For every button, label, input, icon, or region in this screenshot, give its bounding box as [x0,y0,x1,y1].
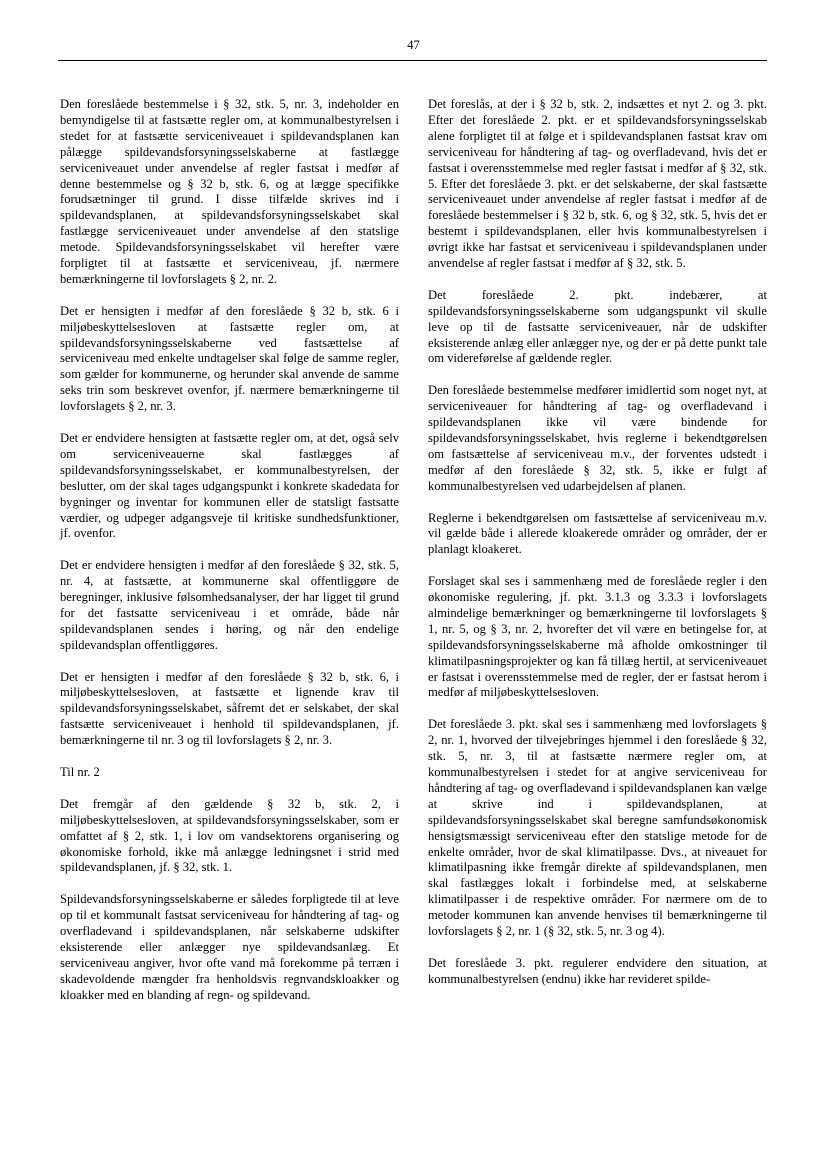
paragraph: Det er hensigten i medfør af den foreslåede § 32 b, stk. 6, i miljøbeskyttelsesloven, at fastsætte et lignende krav til spildevandsforsyningsselskabet, såfremt det er selskabet, der skal fastsætte serviceniveauet i henhold til spildevandsplanen, jf. bemærkningerne til nr. 3 og til lovforslagets § 2, nr. 3. [60,669,399,748]
paragraph: Den foreslåede bestemmelse medfører imidlertid som noget nyt, at serviceniveauer for håndtering af tag- og overfladevand i spildevandsplanen ikke vil være bindende for spildevandsforsyningsselskabet, hvis reglerne i bekendtgørelsen om fastsættelse af serviceniveau m.v., der forventes udstedt i medfør af den foreslåede § 32, stk. 5, ikke er fulgt af kommunalbestyrelsen ved udarbejdelsen af planen. [428,383,767,493]
header-rule [58,60,767,61]
paragraph: Det foreslåede 3. pkt. skal ses i sammenhæng med lovforslagets § 2, nr. 1, hvorved der tilvejebringes hjemmel i den foreslåede § 32, stk. 5, nr. 3, til at fastsætte nærmere regler om, at kommunalbestyrelsen i stedet for at angive serviceniveau for håndtering af tag- og overfladevand i spildevandsplanen kan vælge at skrive ind i spildevandsplanen, at spildevandsforsyningsselskabet skal beregne samfundsøkonomisk hensigtsmæssigt serviceniveau efter den statslige metode for de enkelte områder, hvor de skal klimatilpasse. Dvs., at niveauet for klimatilpasning ikke fremgår direkte af spildevandsplanen, men skal fastlægges lokalt i forbindelse med, at selskaberne klimatilpasser i de respektive områder. For nærmere om de to metoder kommunen kan anvende henvises til bemærkningerne til lovforslagets § 2, nr. 1 (§ 32, stk. 5, nr. 3 og 4). [428,717,767,939]
paragraph: Det foreslåede 2. pkt. indebærer, at spildevandsforsyningsselskaberne som udgangspunkt vil skulle leve op til de fastsatte serviceniveauer, når de udskifter eksisterende anlæg eller anlægger nye, og der er på dette punkt tale om videreførelse af gældende regler. [428,287,767,366]
paragraph: Spildevandsforsyningsselskaberne er således forpligtede til at leve op til et kommunalt fastsat serviceniveau for håndtering af tag- og overfladevand i spildevandsplanen, når selskaberne udskifter eksisterende eller anlægger nye spildevandsanlæg. Et serviceniveau angiver, hvor ofte vand må forekomme på terræn i skadevoldende mængder fra henholdsvis regnvandskloakker og kloakker med en blanding af regn- og spildevand. [60,892,399,1002]
paragraph: Det er hensigten i medfør af den foreslåede § 32 b, stk. 6 i miljøbeskyttelsesloven at fastsætte regler om, at spildevandsforsyningsselskaberne ved fastsættelse af serviceniveau med enkelte undtagelser skal følge de samme regler, som gælder for kommunerne, og herunder skal anvende de samme seks trin som beskrevet ovenfor, jf. nærmere bemærkningerne til lovforslagets § 2, nr. 3. [60,303,399,414]
left-column [60,97,399,1019]
right-column [428,97,767,1004]
paragraph: Det er endvidere hensigten i medfør af den foreslåede § 32, stk. 5, nr. 4, at fastsætte, at kommunerne skal offentliggøre de beregninger, inklusive følsomhedsanalyser, der har ligget til grund for det fastsatte serviceniveau i et område, både når spildevandsplanen sendes i høring, og når den endelige spildevandsplan offentliggøres. [60,558,399,652]
paragraph: Den foreslåede bestemmelse i § 32, stk. 5, nr. 3, indeholder en bemyndigelse til at fastsætte regler om, at kommunalbestyrelsen i stedet for at fastsætte serviceniveauet i spildevandsplanen kan pålægge spildevandsforsyningsselskaberne at fastlægge serviceniveauet under anvendelse af regler fastsat i medfør af denne bestemmelse og § 32 b, stk. 6, og at lægge specifikke forudsætninger til grund. I disse tilfælde skrives ind i spildevandsplanen, at spildevandsforsyningsselskabet skal fastlægge serviceniveauet under anvendelse af den statslige metode. Spildevandsforsyningsselskabet vil herefter være forpligtet til at fastsætte et serviceniveau, jf. nærmere bemærkningerne til lovforslagets § 2, nr. 2. [60,97,399,286]
page-number: 47 [407,38,420,52]
paragraph: Reglerne i bekendtgørelsen om fastsættelse af serviceniveau m.v. vil gælde både i allerede kloakerede områder og områder, der er planlagt kloakeret. [428,510,767,557]
paragraph: Det foreslåede 3. pkt. regulerer endvidere den situation, at kommunalbestyrelsen (endnu) ikke har revideret spilde- [428,955,767,986]
paragraph: Forslaget skal ses i sammenhæng med de foreslåede regler i den økonomiske regulering, jf. pkt. 3.1.3 og 3.3.3 i lovforslagets almindelige bemærkninger og bemærkningerne til lovforslagets § 1, nr. 5, og § 3, nr. 2, hvorefter det vil være en betingelse for, at spildevandsforsyningsselskaberne må afholde omkostninger til klimatilpasningsprojekter og kan få tillæg hertil, at serviceniveauet er fastsat i overensstemmelse med de regler, der er fastsat herom i medfør af miljøbeskyttelsesloven. [428,574,767,700]
paragraph: Det foreslås, at der i § 32 b, stk. 2, indsættes et nyt 2. og 3. pkt. Efter det foreslåede 2. pkt. er et spildevandsforsyningsselskab alene forpligtet til at følge et i spildevandsplanen fastsat krav om serviceniveau for håndtering af tag- og overfladevand, hvis det er fastsat i overensstemmelse med regler fastsat i medfør af § 32, stk. 5. Efter det foreslåede 3. pkt. er det selskaberne, der skal fastsætte serviceniveauet under anvendelse af regler fastsat i medfør af de foreslåede bestemmelser i § 32 b, stk. 6, og § 32, stk. 5, hvis det er bestemt i spildevandsplanen, eller hvis kommunalbestyrelsen i øvrigt ikke har fastsat et serviceniveau i spildevandsplanen under anvendelse af regler fastsat i medfør af § 32, stk. 5. [428,97,767,271]
paragraph: Det er endvidere hensigten at fastsætte regler om, at det, også selv om serviceniveauerne skal fastlægges af spildevandsforsyningsselskabet, er kommunalbestyrelsen, der beslutter, om der skal tages udgangspunkt i konkrete skadedata for bygninger og inventar for kommunen eller de statsligt fastsatte værdier, og udpeger adgangsveje til kritiske sundhedsfunktioner, jf. ovenfor. [60,431,399,541]
section-heading: Til nr. 2 [60,764,100,779]
paragraph: Det fremgår af den gældende § 32 b, stk. 2, i miljøbeskyttelsesloven, at spildevandsforsyningsselskaber, som er omfattet af § 2, stk. 1, i lov om vandsektorens organisering og økonomiske forhold, ikke må anlægge ledningsnet i strid med spildevandsplanen, jf. § 32, stk. 1. [60,796,399,875]
